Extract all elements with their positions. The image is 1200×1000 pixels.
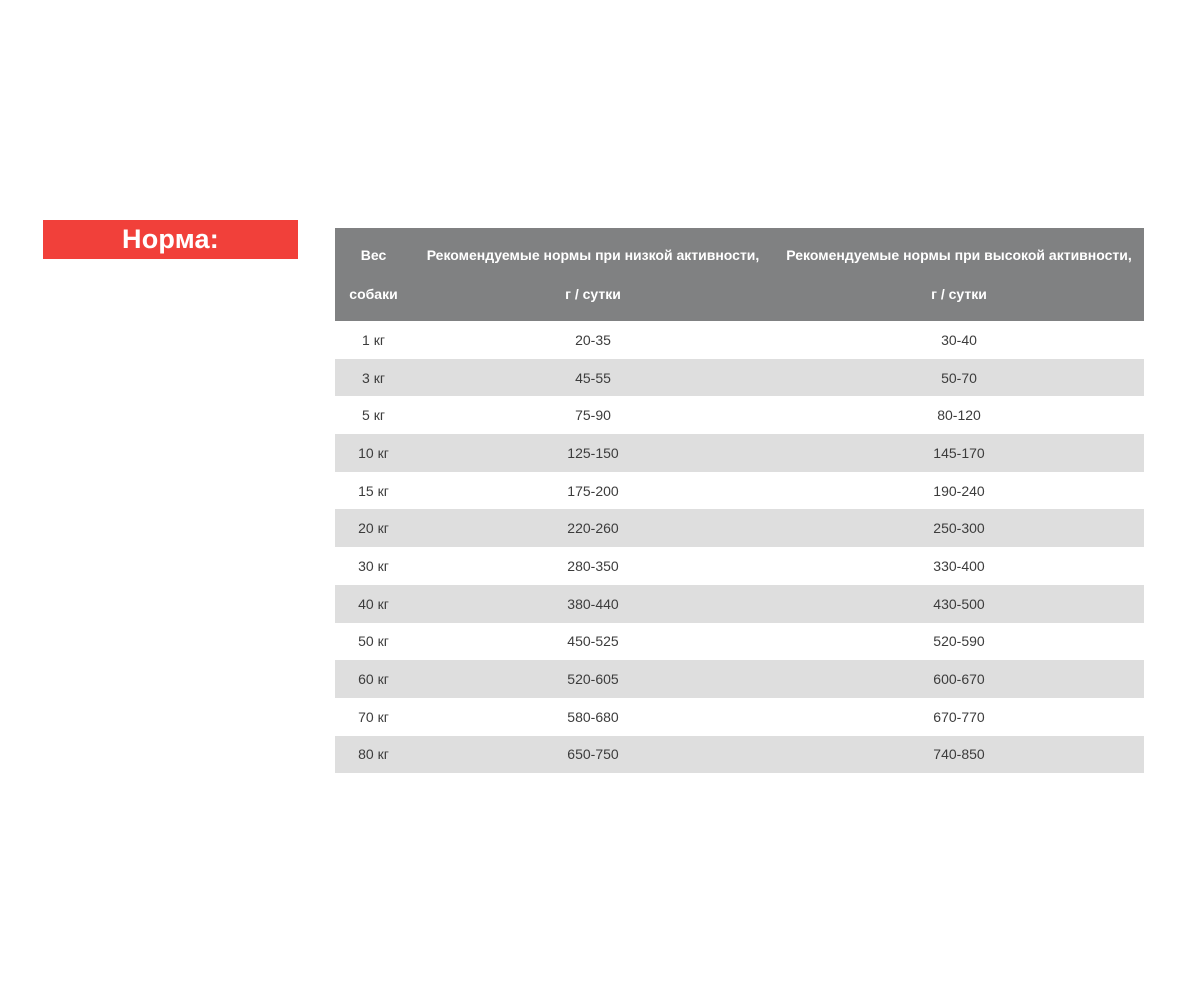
table-row: [335, 736, 1144, 774]
cell-weight: 40 кг: [335, 585, 412, 623]
cell-high-activity: 740-850: [774, 736, 1144, 774]
cell-weight: 50 кг: [335, 623, 412, 661]
table-row: [335, 698, 1144, 736]
cell-weight: 20 кг: [335, 509, 412, 547]
feeding-norms-table-container: [335, 228, 1144, 773]
cell-weight: 30 кг: [335, 547, 412, 585]
cell-weight: 60 кг: [335, 660, 412, 698]
cell-high-activity: 250-300: [774, 509, 1144, 547]
cell-weight: 10 кг: [335, 434, 412, 472]
cell-low-activity: 45-55: [412, 359, 774, 397]
cell-weight: 5 кг: [335, 396, 412, 434]
cell-high-activity: 520-590: [774, 623, 1144, 661]
table-row: [335, 472, 1144, 510]
feeding-norms-table: [335, 228, 1144, 773]
cell-low-activity: 75-90: [412, 396, 774, 434]
table-row: [335, 623, 1144, 661]
header-high-activity-line2: г / сутки: [931, 285, 987, 302]
table-row: [335, 321, 1144, 359]
section-title: Норма:: [122, 224, 219, 254]
header-low-activity: [412, 228, 774, 321]
cell-high-activity: 190-240: [774, 472, 1144, 510]
cell-high-activity: 30-40: [774, 321, 1144, 359]
table-header-row: [335, 228, 1144, 321]
header-low-activity-line2: г / сутки: [565, 285, 621, 302]
cell-low-activity: 650-750: [412, 736, 774, 774]
header-weight: [335, 228, 412, 321]
cell-high-activity: 600-670: [774, 660, 1144, 698]
cell-high-activity: 145-170: [774, 434, 1144, 472]
cell-high-activity: 430-500: [774, 585, 1144, 623]
cell-low-activity: 175-200: [412, 472, 774, 510]
cell-high-activity: 80-120: [774, 396, 1144, 434]
cell-low-activity: 520-605: [412, 660, 774, 698]
table-header: [335, 228, 1144, 321]
cell-high-activity: 50-70: [774, 359, 1144, 397]
header-low-activity-line1: Рекомендуемые нормы при низкой активности,: [426, 246, 760, 263]
cell-weight: 3 кг: [335, 359, 412, 397]
table-row: [335, 396, 1144, 434]
table-row: [335, 509, 1144, 547]
cell-high-activity: 670-770: [774, 698, 1144, 736]
cell-weight: 70 кг: [335, 698, 412, 736]
cell-low-activity: 125-150: [412, 434, 774, 472]
table-row: [335, 434, 1144, 472]
cell-low-activity: 580-680: [412, 698, 774, 736]
header-weight-line2: собаки: [349, 285, 398, 302]
section-title-badge: [43, 220, 298, 259]
cell-low-activity: 280-350: [412, 547, 774, 585]
cell-low-activity: 380-440: [412, 585, 774, 623]
cell-high-activity: 330-400: [774, 547, 1144, 585]
cell-low-activity: 20-35: [412, 321, 774, 359]
cell-weight: 1 кг: [335, 321, 412, 359]
table-row: [335, 547, 1144, 585]
cell-low-activity: 220-260: [412, 509, 774, 547]
table-row: [335, 359, 1144, 397]
cell-weight: 15 кг: [335, 472, 412, 510]
header-weight-line1: Вес: [360, 246, 387, 263]
table-body: [335, 321, 1144, 773]
header-high-activity-line1: Рекомендуемые нормы при высокой активности,: [786, 246, 1132, 263]
table-row: [335, 585, 1144, 623]
table-row: [335, 660, 1144, 698]
cell-weight: 80 кг: [335, 736, 412, 774]
cell-low-activity: 450-525: [412, 623, 774, 661]
header-high-activity: [774, 228, 1144, 321]
